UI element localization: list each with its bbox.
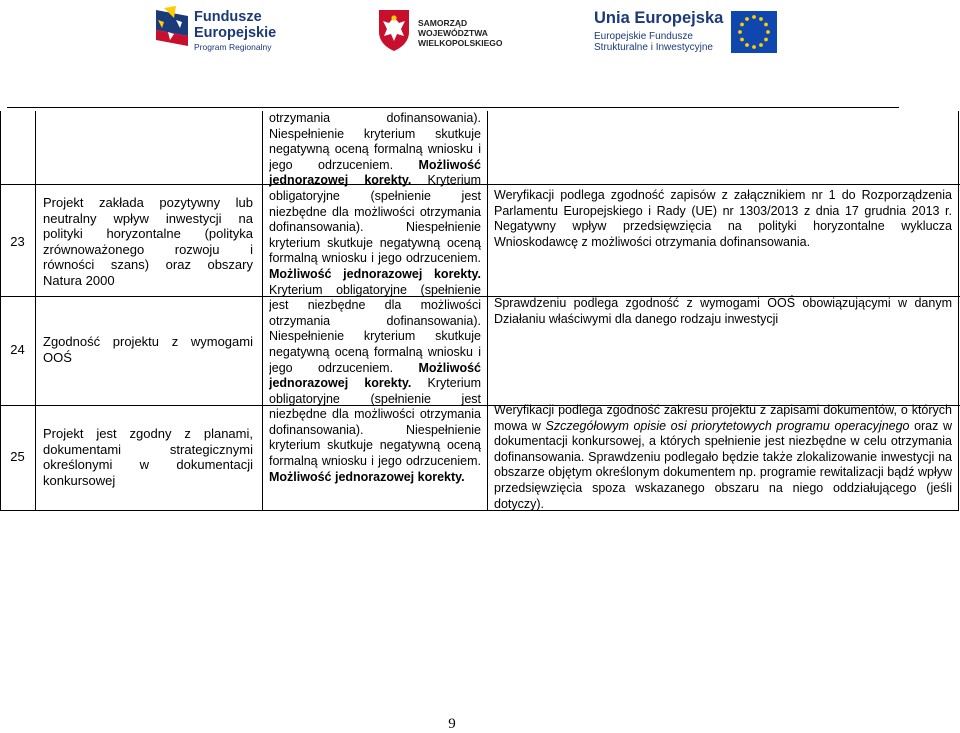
correction-note: Możliwość jednorazowej korekty. — [269, 266, 481, 281]
fe-logo-line2: Europejskie — [194, 24, 277, 41]
criterion-name — [43, 426, 253, 488]
description-text: Weryfikacji podlega zgodność zapisów z załącznikiem nr 1 do Rozporządzenia Parlamentu Europejskiego i Rady (UE) nr 1303/2013 z dnia 17 grudnia 2013 r. Negatywny wpływ przedsięwzięcia na polityki horyzontalne wyklucza Wnioskodawcę z możliwości otrzymania dofinansowania. — [494, 188, 952, 249]
description-text — [494, 403, 952, 512]
row-number: 23 — [10, 234, 25, 249]
header-rule — [7, 107, 899, 108]
row-number: 25 — [10, 449, 25, 464]
criterion-description — [494, 403, 952, 512]
criterion-text: Projekt jest zgodny z planami, dokumentami strategicznymi określonymi w dokumentacji konkursowej — [43, 426, 253, 488]
criterion-type-text: Kryterium obligatoryjne (spełnienie jest niezbędne dla możliwości otrzymania dofinansowania). Niespełnienie kryterium skutkuje negatywną oceną formalną wniosku i jego odrzuceniem. — [269, 173, 481, 266]
description-part: Weryfikacji podlega zgodność zakresu projektu z zapisami dokumentów, o których mowa w — [494, 403, 952, 433]
eu-flag-icon — [731, 11, 777, 53]
column-divider — [487, 111, 488, 511]
ue-logo-line3: Strukturalne i Inwestycyjne — [594, 41, 713, 53]
description-italic-part: Szczegółowym opisie osi priorytetowych programu operacyjnego — [545, 418, 910, 433]
fundusze-europejskie-logo — [154, 6, 284, 56]
ue-logo-line2: Europejskie Fundusze — [594, 30, 693, 42]
criterion-name — [43, 334, 253, 365]
fe-logo-line1: Fundusze — [194, 9, 262, 25]
criterion-type-text: Kryterium obligatoryjne (spełnienie jest niezbędne dla możliwości otrzymania dofinansowania). Niespełnienie kryterium skutkuje negatywną oceną formalną wniosku i jego odrzuceniem. — [269, 282, 481, 375]
page-number: 9 — [448, 716, 456, 732]
criterion-type-column — [269, 111, 481, 511]
correction-note: Możliwość jednorazowej korekty. — [269, 360, 481, 391]
criterion-description — [494, 296, 952, 327]
ue-logo-line1: Unia Europejska — [594, 9, 724, 27]
fe-flag-icon — [154, 6, 190, 52]
fe-logo-line3: Program Regionalny — [194, 42, 272, 52]
unia-europejska-logo — [594, 8, 784, 58]
row-number: 24 — [10, 342, 25, 357]
column-divider — [35, 111, 36, 511]
column-divider — [262, 111, 263, 511]
description-part: oraz w dokumentacji konkursowej, a których spełnienie jest niezbędne w celu otrzymania dofinansowania. Sprawdzeniu podlegało będzie także zlokalizowanie inwestycji na obszarze objętym określonym dokumentem np. programie rewitalizacji bądź wpływ przedsięwzięcia spoza wskazanego obszaru na niego oddziałującego (jeśli dotyczy). — [494, 418, 952, 511]
criterion-description — [494, 188, 952, 250]
wlkp-logo-line2: WIELKOPOLSKIEGO — [418, 37, 503, 48]
wlkp-logo-line1: SAMORZĄD WOJEWÓDZTWA — [418, 18, 488, 38]
criterion-type-text: Kryterium obligatoryjne (spełnienie jest niezbędne dla możliwości otrzymania dofinansowania). Niespełnienie kryterium skutkuje negatywną oceną formalną wniosku i jego odrzuceniem. — [269, 376, 481, 469]
description-text: Sprawdzeniu podlega zgodność z wymogami OOŚ obowiązującymi w danym Działaniu właściwymi dla danego rodzaju inwestycji — [494, 296, 952, 326]
criterion-text: Zgodność projektu z wymogami OOŚ — [43, 334, 253, 365]
criterion-type-text: otrzymania dofinansowania). Niespełnienie kryterium skutkuje negatywną oceną formalną wniosku i jego odrzuceniem. — [269, 111, 481, 172]
wielkopolska-logo — [377, 8, 517, 58]
correction-note: Możliwość jednorazowej korekty. — [269, 157, 481, 188]
correction-note: Możliwość jednorazowej korekty. — [269, 469, 465, 484]
criterion-name — [43, 195, 253, 289]
criterion-text: Projekt zakłada pozytywny lub neutralny wpływ inwestycji na polityki horyzontalne (polityka zrównoważonego rozwoju i równości szans) oraz obszary Natura 2000 — [43, 195, 253, 288]
eagle-shield-icon — [377, 8, 411, 52]
